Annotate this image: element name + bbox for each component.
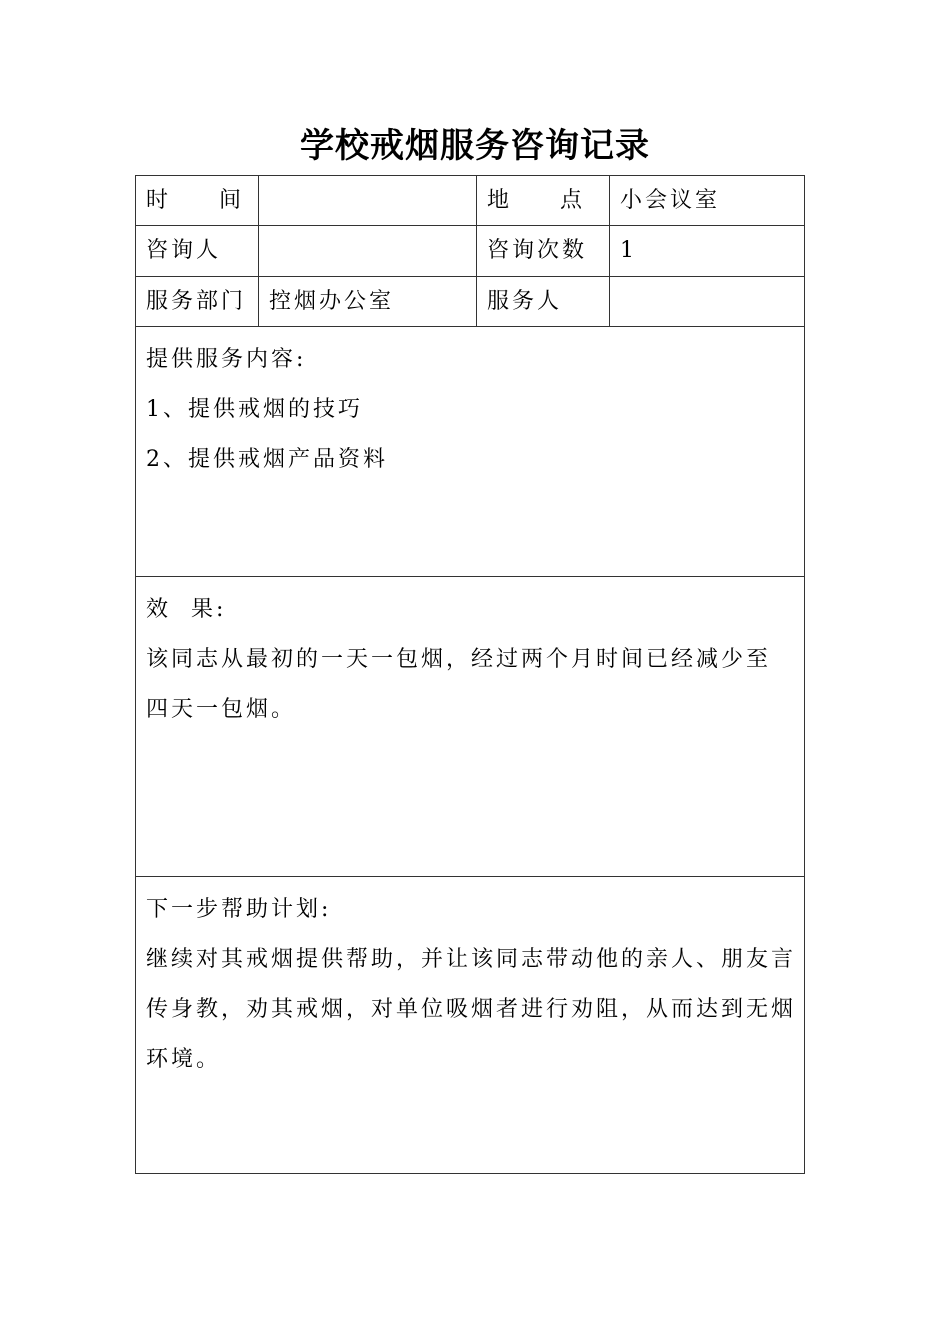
services-heading: 提供服务内容:: [146, 347, 307, 372]
service-item: 1、提供戒烟的技巧: [146, 397, 363, 422]
effect-text-line: 四天一包烟。: [146, 697, 297, 722]
row-department-server: [136, 277, 804, 327]
label-service-department: 服务部门: [136, 277, 259, 326]
effect-text-line: 该同志从最初的一天一包烟，经过两个月时间已经减少至: [146, 647, 772, 672]
services-section: [136, 327, 804, 577]
next-plan-text-line: 继续对其戒烟提供帮助，并让该同志带动他的亲人、朋友言: [146, 947, 797, 972]
next-plan-heading: 下一步帮助计划:: [146, 897, 332, 922]
value-location[interactable]: 小会议室: [620, 188, 721, 213]
consultation-record-form: [135, 175, 805, 1174]
document-title: 学校戒烟服务咨询记录: [300, 126, 650, 166]
next-plan-section: [136, 877, 804, 1173]
service-item: 2、提供戒烟产品资料: [146, 447, 388, 472]
next-plan-text-line: 环境。: [146, 1047, 222, 1072]
effect-heading: 效 果:: [146, 597, 227, 622]
effect-section: [136, 577, 804, 877]
value-consultee[interactable]: [259, 226, 477, 276]
value-service-department[interactable]: 控烟办公室: [259, 277, 477, 326]
value-service-person[interactable]: [610, 277, 804, 326]
label-location: 地 点: [477, 176, 610, 225]
row-consultant-count: [136, 226, 804, 277]
label-consult-count: 咨询次数: [477, 226, 610, 276]
label-time: 时 间: [136, 176, 259, 225]
next-plan-text-line: 传身教，劝其戒烟，对单位吸烟者进行劝阻，从而达到无烟: [146, 997, 797, 1022]
value-consult-count[interactable]: 1: [620, 238, 637, 263]
value-time[interactable]: [259, 176, 477, 225]
row-time-location: [136, 176, 804, 226]
label-service-person: 服务人: [477, 277, 610, 326]
label-consultee: 咨询人: [136, 226, 259, 276]
